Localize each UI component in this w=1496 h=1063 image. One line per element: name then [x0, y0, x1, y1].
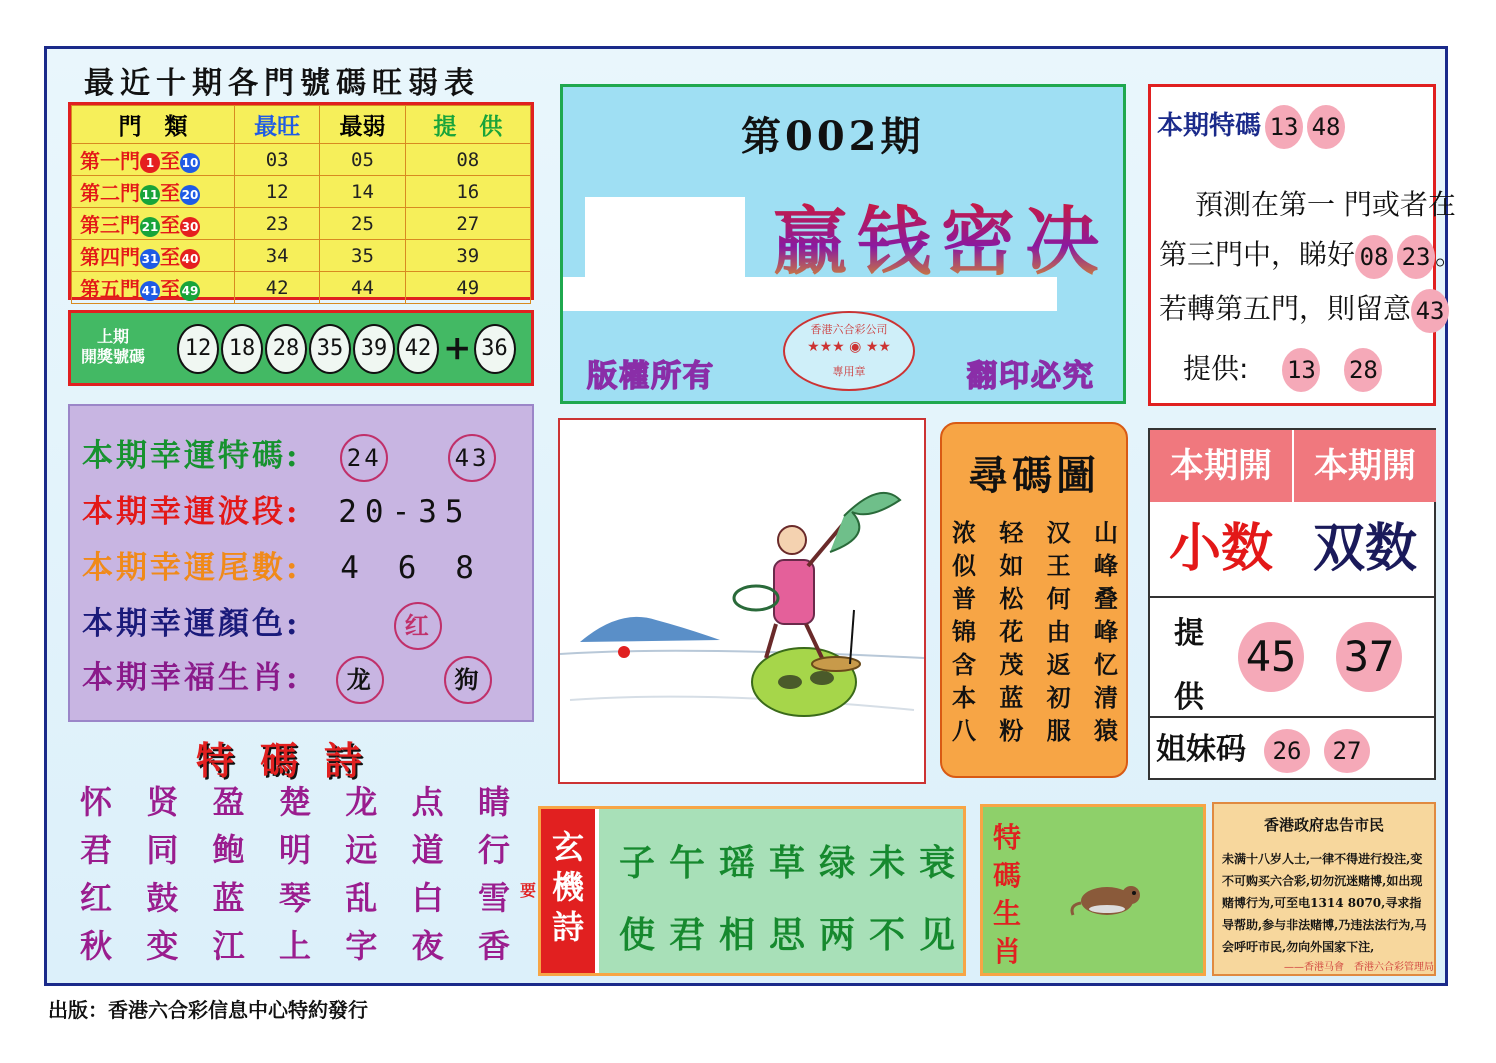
poem-char: 道 [411, 831, 444, 869]
find-code-char: 本 [952, 683, 976, 712]
least-cell: 05 [320, 144, 405, 176]
find-code-char: 忆 [1093, 650, 1118, 679]
find-code-char: 服 [1046, 716, 1071, 745]
poem-char: 红 [80, 879, 113, 917]
fisherman-illustration [560, 420, 924, 782]
poem-char: 江 [212, 927, 245, 965]
mystic-poem-char: 相 [719, 914, 756, 956]
col-header-offer: 提 供 [405, 106, 530, 144]
title-panel [560, 84, 1126, 404]
table-row [72, 240, 531, 272]
special-ball: 36 [474, 324, 516, 374]
draw-ball: 35 [309, 324, 351, 374]
illustration [558, 418, 926, 784]
find-code-panel [940, 422, 1128, 778]
offer-cell: 39 [405, 240, 530, 272]
poem-char: 夜 [411, 927, 444, 965]
find-code-char: 锦 [952, 617, 976, 646]
door-cell: 第一門 1 至 10 [72, 144, 235, 176]
mystic-poem-char: 君 [669, 914, 706, 956]
mystic-poem-text [599, 809, 963, 973]
mystic-poem-char: 衰 [919, 842, 956, 884]
door-to-ball: 40 [180, 249, 200, 269]
open-offer-values [1238, 622, 1402, 692]
lucky-range-row: 本期幸運波段: 20-35 [82, 494, 472, 530]
find-code-char: 初 [1046, 683, 1071, 712]
draw-ball: 18 [221, 324, 263, 374]
find-code-char: 山 [1093, 518, 1118, 547]
prediction-line-3: 若轉第五門，則留意 43 [1159, 287, 1449, 333]
poem-row [80, 874, 510, 922]
door-table [68, 102, 534, 300]
poem-char: 雪 [477, 879, 510, 917]
offer-cell: 27 [405, 208, 530, 240]
poem-char: 楚 [278, 783, 311, 821]
table-row [72, 144, 531, 176]
door-from-ball: 1 [140, 153, 160, 173]
find-code-row [952, 516, 1118, 549]
previous-draw-label: 上期 開獎號碼 [81, 327, 146, 366]
mystic-side-text: 要 [520, 881, 537, 900]
offer-cell: 08 [405, 144, 530, 176]
open-offer-label: 提 供 [1174, 616, 1204, 715]
draw-ball: 42 [397, 324, 439, 374]
lucky-zodiac-value: 龙 [336, 656, 384, 704]
lucky-tail-value: 8 [455, 550, 477, 586]
previous-draw-panel [68, 310, 534, 386]
poem-char: 上 [278, 927, 311, 965]
find-code-char: 如 [999, 551, 1024, 580]
draw-ball: 12 [177, 324, 219, 374]
find-code-row [952, 681, 1118, 714]
open-value-right: 双数 [1312, 518, 1417, 579]
mystic-poem-row-2 [619, 907, 955, 958]
least-cell: 44 [320, 272, 405, 304]
open-value-left: 小数 [1168, 518, 1273, 579]
mystic-poem-label: 玄 機 詩 [541, 809, 595, 973]
mystic-poem-char: 绿 [819, 842, 856, 884]
least-cell: 35 [320, 240, 405, 272]
find-code-row [952, 714, 1118, 747]
find-code-char: 松 [999, 584, 1024, 613]
poem-char: 蓝 [212, 879, 245, 917]
mystic-poem-char: 午 [669, 842, 706, 884]
find-code-char: 茂 [999, 650, 1024, 679]
mystic-poem-row-1 [619, 835, 955, 886]
poem-char: 秋 [80, 927, 113, 965]
door-from-ball: 31 [140, 249, 160, 269]
col-header-least: 最弱 [320, 106, 405, 144]
poem-char: 字 [345, 927, 378, 965]
door-cell: 第五門 41至 49 [72, 272, 235, 304]
lucky-special-row: 本期幸運特碼: 24 43 [82, 430, 496, 482]
col-header-door: 門 類 [72, 106, 235, 144]
mystic-poem-char: 思 [769, 914, 806, 956]
door-to-ball: 49 [180, 281, 200, 301]
sister-code-row: 姐妹码 26 27 [1156, 724, 1370, 773]
prediction-value: 23 [1397, 235, 1435, 279]
table-row [72, 272, 531, 304]
find-code-char: 含 [952, 650, 976, 679]
special-code-value: 13 [1265, 105, 1303, 149]
sister-code-value: 27 [1324, 729, 1370, 773]
prediction-line-1: 預測在第一 門或者在 [1195, 188, 1456, 221]
poem-char: 同 [146, 831, 179, 869]
find-code-char: 似 [952, 551, 976, 580]
open-header-right: 本期開 [1294, 430, 1436, 502]
special-poem [80, 778, 510, 970]
find-code-char: 何 [1046, 584, 1071, 613]
mystic-poem-char: 使 [619, 914, 656, 956]
offer-row: 提供: 13 28 [1183, 347, 1382, 392]
lucky-tail-value: 4 [340, 550, 362, 586]
lucky-panel [68, 404, 534, 722]
poem-row [80, 826, 510, 874]
poem-char: 睛 [477, 783, 510, 821]
poem-char: 香 [477, 927, 510, 965]
least-cell: 25 [320, 208, 405, 240]
lucky-tail-row: 本期幸運尾數: 4 6 8 [82, 550, 477, 586]
find-code-char: 八 [952, 716, 976, 745]
find-code-row [952, 582, 1118, 615]
offer-cell: 49 [405, 272, 530, 304]
open-offer-value: 37 [1336, 622, 1402, 692]
poem-char: 远 [345, 831, 378, 869]
special-code-panel [1148, 84, 1464, 406]
mystic-poem-char: 两 [819, 914, 856, 956]
door-cell: 第四門 31至 40 [72, 240, 235, 272]
poem-char: 怀 [80, 783, 113, 821]
find-code-char: 普 [952, 584, 976, 613]
mystic-poem-panel [538, 806, 966, 976]
notice-signature: ——香港马會 香港六合彩管理局 [1284, 962, 1434, 973]
find-code-row [952, 615, 1118, 648]
lucky-color-row: 本期幸運顏色: 红 [82, 598, 442, 650]
poem-char: 乱 [345, 879, 378, 917]
door-table-title: 最近十期各門號碼旺弱表 [84, 66, 480, 101]
offer-value: 13 [1282, 348, 1320, 392]
door-to-ball: 10 [180, 153, 200, 173]
door-cell: 第三門 21至 30 [72, 208, 235, 240]
poem-char: 白 [411, 879, 444, 917]
table-row [72, 176, 531, 208]
find-code-char: 猿 [1093, 716, 1118, 745]
notice-title: 香港政府忠告市民 [1263, 816, 1384, 834]
zodiac-panel [980, 804, 1206, 976]
find-code-char: 由 [1046, 617, 1071, 646]
door-to-ball: 30 [180, 217, 200, 237]
most-cell: 03 [235, 144, 320, 176]
special-code-value: 48 [1307, 105, 1345, 149]
find-code-char: 蓝 [999, 683, 1024, 712]
open-offer-value: 45 [1238, 622, 1304, 692]
poem-char: 君 [80, 831, 113, 869]
prediction-value: 43 [1411, 289, 1449, 333]
find-code-char: 粉 [999, 716, 1024, 745]
draw-ball: 28 [265, 324, 307, 374]
find-code-row [952, 648, 1118, 681]
offer-cell: 16 [405, 176, 530, 208]
lucky-zodiac-value: 狗 [444, 656, 492, 704]
poem-char: 鲍 [212, 831, 245, 869]
least-cell: 14 [320, 176, 405, 208]
issue-number: 第002期 [741, 113, 925, 160]
find-code-char: 叠 [1093, 584, 1118, 613]
government-notice [1212, 802, 1436, 976]
special-code-row: 本期特碼 13 48 [1157, 105, 1345, 149]
most-cell: 12 [235, 176, 320, 208]
poem-char: 盈 [212, 783, 245, 821]
mystic-poem-char: 草 [769, 842, 806, 884]
zodiac-label: 特 碼 生 肖 [993, 821, 1022, 968]
previous-draw-numbers [177, 324, 518, 374]
lucky-range-value: 20-35 [338, 494, 472, 530]
door-to-ball: 20 [180, 185, 200, 205]
lucky-special-value: 43 [448, 434, 496, 482]
lucky-color-value: 红 [394, 602, 442, 650]
poem-char: 贤 [146, 783, 179, 821]
open-header-left: 本期開 [1150, 430, 1292, 502]
prediction-value: 08 [1355, 235, 1393, 279]
poem-char: 点 [411, 783, 444, 821]
poem-title: 特碼詩 [196, 738, 389, 783]
find-code-row [952, 549, 1118, 582]
find-code-char: 返 [1046, 650, 1071, 679]
find-code-title: 尋碼圖 [968, 452, 1100, 499]
white-patch [585, 197, 745, 283]
mystic-poem-char: 未 [869, 842, 906, 884]
rat-icon [1067, 875, 1147, 921]
table-row [72, 208, 531, 240]
mystic-poem-char: 瑶 [719, 842, 756, 884]
poem-char: 明 [278, 831, 311, 869]
prediction-line-2: 第三門中，睇好 08 23 。 [1159, 233, 1463, 279]
most-cell: 34 [235, 240, 320, 272]
find-code-char: 王 [1046, 551, 1071, 580]
open-panel [1148, 428, 1436, 780]
lucky-zodiac-row: 本期幸福生肖: 龙 狗 [82, 652, 492, 704]
poem-char: 变 [146, 927, 179, 965]
poem-char: 鼓 [146, 879, 179, 917]
offer-value: 28 [1344, 348, 1382, 392]
draw-ball: 39 [353, 324, 395, 374]
door-from-ball: 11 [140, 185, 160, 205]
poem-char: 琴 [278, 879, 311, 917]
publisher-footer: 出版：香港六合彩信息中心特約發行 [48, 998, 368, 1022]
door-from-ball: 41 [140, 281, 160, 301]
poem-char: 龙 [345, 783, 378, 821]
find-code-char: 峰 [1093, 617, 1118, 646]
main-title: 贏钱密决 [773, 183, 1109, 289]
mystic-poem-char: 子 [619, 842, 656, 884]
company-seal: 香港六合彩公司 ★★★ ◉ ★★ 專用章 [783, 311, 915, 391]
find-code-char: 汉 [1046, 518, 1071, 547]
door-from-ball: 21 [140, 217, 160, 237]
find-code-char: 清 [1093, 683, 1118, 712]
find-code-char: 花 [999, 617, 1024, 646]
find-code-char: 浓 [952, 518, 976, 547]
poem-row [80, 922, 510, 970]
lucky-special-value: 24 [340, 434, 388, 482]
find-code-grid [952, 516, 1118, 747]
col-header-most: 最旺 [235, 106, 320, 144]
mystic-poem-char: 不 [869, 914, 906, 956]
copyright-right: 翻印必究 [967, 359, 1095, 394]
notice-body: 未满十八岁人士,一律不得进行投注,变不可购买六合彩,切勿沉迷赌博,如出现赌博行为,可至电1314 8070,寻求指导帮助,参与非法赌博,乃违法法行为,马会呼吁市民,勿向外国家下注, [1222, 852, 1427, 954]
poem-char: 行 [477, 831, 510, 869]
copyright-left: 版權所有 [587, 359, 715, 394]
most-cell: 23 [235, 208, 320, 240]
find-code-char: 轻 [999, 518, 1024, 547]
find-code-char: 峰 [1093, 551, 1118, 580]
plus-sign: + [443, 328, 472, 368]
mystic-poem-char: 见 [919, 914, 956, 956]
most-cell: 42 [235, 272, 320, 304]
sister-code-value: 26 [1264, 729, 1310, 773]
lucky-tail-value: 6 [397, 550, 420, 586]
door-cell: 第二門 11至 20 [72, 176, 235, 208]
poem-row [80, 778, 510, 826]
